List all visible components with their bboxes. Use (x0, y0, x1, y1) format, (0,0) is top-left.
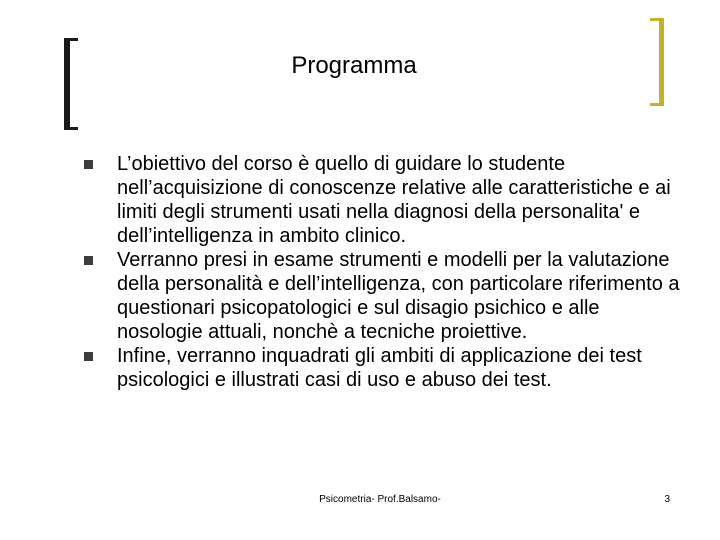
square-bullet-icon (84, 256, 93, 265)
list-item (84, 152, 684, 248)
page-number: 3 (664, 494, 670, 505)
bullet-text: Infine, verranno inquadrati gli ambiti di applicazione dei test psicologici e illustrati casi di uso e abuso dei test. (117, 345, 642, 391)
square-bullet-icon (84, 352, 93, 361)
square-bullet-icon (84, 160, 93, 169)
bullet-text: L’obiettivo del corso è quello di guidare lo studente nell’acquisizione di conoscenze relative alle caratteristiche e ai limiti degli strumenti usati nella diagnosi della personalita' e dell’intelligenza in ambito clinico. (117, 153, 671, 247)
footer-text: Psicometria- Prof.Balsamo- (319, 494, 441, 505)
list-item (84, 344, 684, 392)
list-item (84, 248, 684, 344)
slide-title: Programma (291, 52, 417, 79)
bullet-text: Verranno presi in esame strumenti e modelli per la valutazione della personalità e dell’intelligenza, con particolare riferimento a questionari psicopatologici e sul disagio psichico e alle nosologie attuali, nonchè a tecniche proiettive. (117, 249, 680, 343)
bullet-list (84, 152, 684, 392)
